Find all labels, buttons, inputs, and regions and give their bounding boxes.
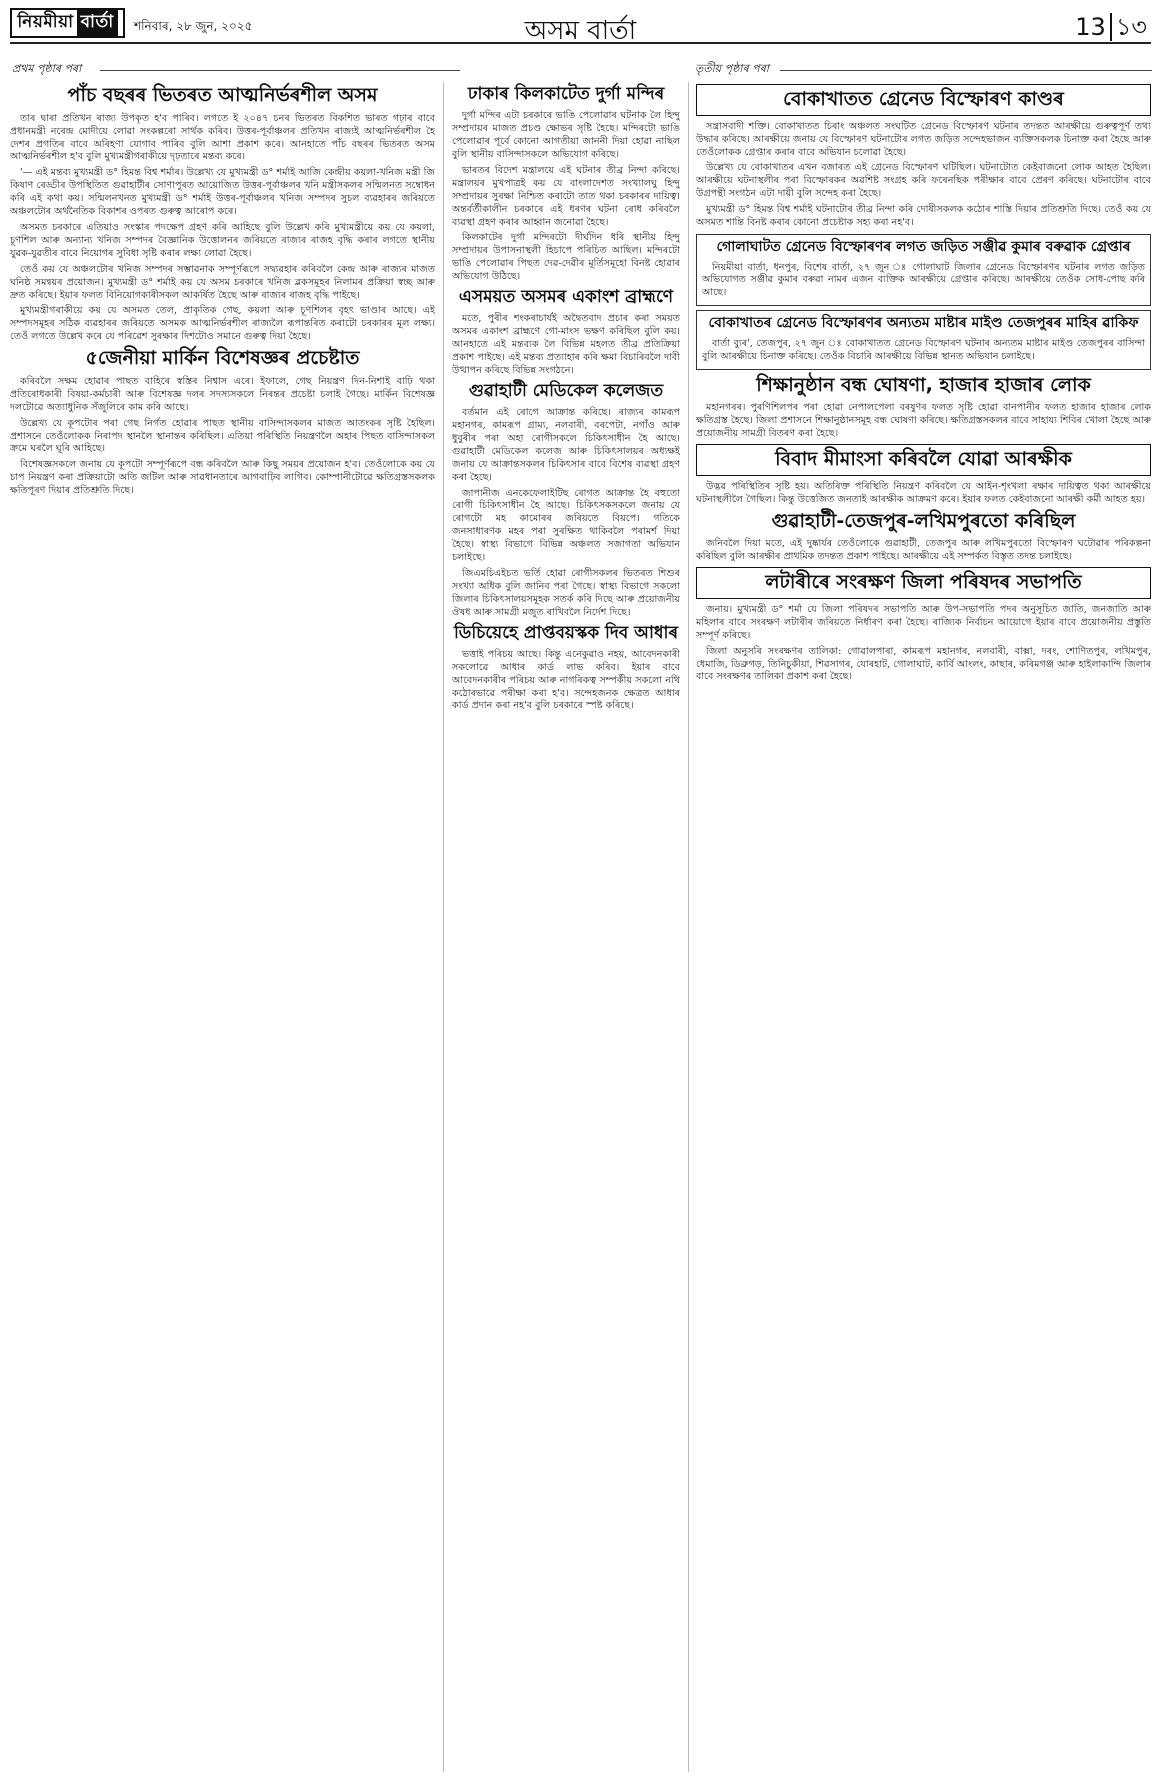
news-box-tezpur [696, 310, 1151, 369]
paragraph: মহানগৰৰ। পুৰণিশিলপৰ পৰা হোৱা নেপালপেলা বৰষুণৰ ফলত সৃষ্টি হোৱা বানপানীৰ ফলত হাজাৰ হাজাৰ লোক ক্ষতিগ্ৰস্ত হৈছে। জিলা প্ৰশাসনে শিক্ষানুষ্ঠানসমূহ বন্ধ ঘোষণা কৰিছে। ক্ষতিগ্ৰস্তসকলৰ বাবে সাহায্য শিবিৰ খোলা হৈছে আৰু প্ৰয়োজনীয় সামগ্ৰী বিতৰণ কৰা হৈছে। [696, 402, 1151, 440]
column-divider [688, 82, 689, 1772]
article-body [452, 110, 680, 284]
article-body [452, 649, 680, 714]
continuation-rule-left [100, 70, 460, 71]
headline-lottery-reservation[interactable]: লটাৰীৰে সংৰক্ষণ জিলা পৰিষদৰ সভাপতি [696, 567, 1151, 599]
paragraph: উল্লেখ্য যে বোকাখাতৰ এখন বজাৰত এই গ্ৰেনেড বিস্ফোৰণ ঘটিছিল। ঘটনাটোত কেইবাজনো লোক আহত হৈছিল। আৰক্ষীয়ে ঘটনাস্থলীৰ পৰা বিস্ফোৰকৰ অৱশিষ্ট সংগ্ৰহ কৰি ফৰেনছিক পৰীক্ষাৰ বাবে প্ৰেৰণ কৰিছে। ঘটনাটোৰ বাবে উগ্ৰপন্থী সংগঠন এটা দায়ী বুলি সন্দেহ কৰা হৈছে। [696, 162, 1151, 200]
paragraph: জিলা অনুসৰি সংৰক্ষণৰ তালিকা: গোৱালপাৰা, কামৰূপ মহানগৰ, নলবাৰী, বাক্সা, দৰং, শোণিতপুৰ, লখিমপুৰ, ধেমাজি, ডিব্ৰুগড়, তিনিচুকীয়া, শিৱসাগৰ, যোৰহাট, গোলাঘাট, কাৰ্বি আংলং, কাছাৰ, কৰিমগঞ্জ আৰু হাইলাকান্দি জিলাৰ বাবে সংৰক্ষণৰ তালিকা প্ৰকাশ কৰা হৈছে। [696, 645, 1151, 683]
paragraph: মুখ্যমন্ত্ৰী ড° হিমন্ত বিশ্ব শৰ্মাই ঘটনাটোৰ তীব্ৰ নিন্দা কৰি দোষীসকলক কঠোৰ শাস্তি দিয়াৰ প্ৰতিশ্ৰুতি দিছে। তেওঁ কয় যে অসমত শান্তি বিনষ্ট কৰাৰ কোনো প্ৰচেষ্টাক সহ্য কৰা নহ'ব। [696, 204, 1151, 229]
article-body [452, 407, 680, 620]
article-body [452, 313, 680, 378]
paragraph: কিলকাটেৰ দুৰ্গা মন্দিৰটো দীৰ্ঘদিন ধৰি স্থানীয় হিন্দু সম্প্ৰদায়ৰ উপাসনাস্থলী হিচাপে পৰিচিত আছিল। মন্দিৰটো ভাঙি পেলোৱাৰ পিছত দেৱ-দেৱীৰ মূৰ্তিসমূহো বিনষ্ট হোৱাৰ অভিযোগ উঠিছে। [452, 232, 680, 283]
article-body [10, 113, 435, 344]
paragraph: উল্লেখ্য যে কূপটোৰ পৰা গেছ নিৰ্গত হোৱাৰ পাছত স্থানীয় বাসিন্দাসকলৰ মাজত আতংকৰ সৃষ্টি হৈছিল। প্ৰশাসনে তেওঁলোকক নিৰাপদ স্থানলৈ স্থানান্তৰ কৰিছিল। এতিয়া পৰিস্থিতি নিয়ন্ত্ৰণলৈ অহাৰ পিছত বাসিন্দাসকল ক্ৰমে ঘৰলৈ ঘূৰি আহিছে। [10, 417, 435, 455]
paragraph: তাৰ দ্বাৰা প্ৰতিখন ৰাজ্য উপকৃত হ'ব পাৰিব। লগতে ই ২০৪৭ চনৰ ভিতৰত বিকশিত ভাৰত গঢ়াৰ বাবে প্ৰধানমন্ত্ৰী নৰেন্দ্ৰ মোদীয়ে লোৱা সংকল্পৰো সাৰ্থক কৰিব। উত্তৰ-পূৰ্বাঞ্চলৰ প্ৰতিখন ৰাজ্যই আত্মনিৰ্ভৰশীল হৈ দেশৰ প্ৰগতিৰ বাবে অৰিহণা যোগাব পাৰিব বুলি আশা প্ৰকাশ কৰে। আনহাতে পাঁচ বছৰৰ ভিতৰত অসম আত্মনিৰ্ভৰশীল হ'ব বুলি মুখ্যমন্ত্ৰীগৰাকীয়ে দৃঢ়তাৰে মন্তব্য কৰে। [10, 112, 435, 163]
page-number-divider [1110, 13, 1112, 41]
page-number-assamese: ১৩ [1115, 13, 1147, 41]
paragraph: উদ্ভৱ পৰিস্থিতিৰ সৃষ্টি হয়। অতিৰিক্ত পৰিস্থিতি নিয়ন্ত্ৰণ কৰিবলৈ যে আইন-শৃংখলা ৰক্ষাৰ দায়িত্বত থকা আৰক্ষীয়ে ঘটনাস্থলীলৈ গৈছিল। কিন্তু উত্তেজিত জনতাই আৰক্ষীক আক্ৰমণ কৰে। ইয়াৰ ফলত কেইবাজনো আৰক্ষী কৰ্মী আহত হয়। [696, 480, 1151, 505]
continuation-label-right: তৃতীয় পৃষ্ঠাৰ পৰা [695, 62, 769, 75]
paragraph: কৰিবলৈ সক্ষম হোৱাৰ পাছত বাহিৰে স্বস্তিৰ নিশ্বাস এৰে। ইফালে, গেছ নিয়ন্ত্ৰণ দিন-নিশাই বাঢ়ি থকা প্ৰতিৰোধকাৰী বিষয়া-কৰ্মচাৰী আৰু বিশেষজ্ঞ দলৰ সদস্যসকলে নিৰন্তৰ প্ৰচেষ্টা চলাই গৈছে। মাৰ্কিন বিশেষজ্ঞ দলটোৱে অত্যাধুনিক সঁজুলিৰে কাম কৰি আছে। [10, 375, 435, 413]
paragraph: জনায়। মুখ্যমন্ত্ৰী ড° শৰ্মা যে জিলা পৰিষদৰ সভাপতি আৰু উপ-সভাপতি পদৰ অনুসূচিত জাতি, জনজাতি আৰু মহিলাৰ বাবে সংৰক্ষণ লটাৰীৰ জৰিয়তে নিৰ্ধাৰণ কৰা হৈছে। ৰাজ্যিক নিৰ্বাচন আয়োগে ইয়াৰ বাবে প্ৰয়োজনীয় প্ৰস্তুতি সম্পূৰ্ণ কৰিছে। [696, 603, 1151, 641]
continuation-label-left: প্ৰথম পৃষ্ঠাৰ পৰা [12, 62, 82, 75]
section-title: অসম বাৰ্তা [524, 16, 637, 46]
paragraph: বৰ্তমান এই ৰোগে আক্ৰান্ত কৰিছে। ৰাজ্যৰ কামৰূপ মহানগৰ, কামৰূপ গ্ৰাম্য, নলবাৰী, বৰপেটা, নগাঁও আৰু ধুবুৰীৰ পৰা অহা ৰোগীসকলে চিকিৎসাধীন হৈ আছে। গুৱাহাটী মেডিকেল কলেজ আৰু চিকিৎসালয়ৰ অধ্যক্ষই জনায় যে আক্ৰান্তসকলৰ চিকিৎসাৰ বাবে বিশেষ ব্যৱস্থা গ্ৰহণ কৰা হৈছে। [452, 407, 680, 483]
article-body [10, 376, 435, 498]
headline-guwahati-tezpur-lakhimpur[interactable]: গুৱাহাটী-তেজপুৰ-লখিমপুৰতো কৰিছিল [771, 509, 1076, 532]
paragraph: জিএমচিএইচত ভৰ্তি হোৱা ৰোগীসকলৰ ভিতৰত শিশুৰ সংখ্যা অধিক বুলি জানিব পৰা গৈছে। স্বাস্থ্য বিভাগে সকলো জিলাৰ চিকিৎসালয়সমূহক সতৰ্ক কৰি দিছে আৰু প্ৰয়োজনীয় ঔষধ আৰু সামগ্ৰী মজুত ৰাখিবলৈ নিৰ্দেশ দিছে। [452, 567, 680, 618]
headline-self-reliant-assam[interactable]: পাঁচ বছৰৰ ভিতৰত আত্মনিৰ্ভৰশীল অসম [67, 84, 378, 106]
news-box-golaghat [696, 234, 1151, 306]
logo-left-text: নিয়মীয়া [17, 12, 74, 32]
article-body [696, 538, 1151, 564]
paragraph: নিয়মীয়া বাৰ্তা, ধনপুৰ, বিশেষ বাৰ্তা, ২৭ জুন ঃ গোলাঘাট জিলাৰ গ্ৰেনেড বিস্ফোৰণৰ ঘটনাৰ লগত জড়িত অভিযোগত সঞ্জীৱ কুমাৰ বৰুৱা নামৰ এজন ব্যক্তিক আৰক্ষীয়ে গ্ৰেপ্তাৰ কৰিছে। আৰক্ষীয়ে তেওঁক সোধ-পোছ কৰি আছে। [702, 261, 1145, 299]
paragraph: জাপানীজ এনকেফেলাইটিছ ৰোগত আক্ৰান্ত হৈ বহুতো ৰোগী চিকিৎসাধীন হৈ আছে। চিকিৎসকসকলে জনায় যে ৰোগটো মহ কামোৰৰ জৰিয়তে বিয়পে। গতিকে জনসাধাৰণক মহৰ পৰা সুৰক্ষিত থাকিবলৈ পৰামৰ্শ দিয়া হৈছে। স্বাস্থ্য বিভাগে বিভিন্ন অঞ্চলত সজাগতা অভিযান চলাইছে। [452, 487, 680, 564]
headline-police-dispute[interactable]: বিবাদ মীমাংসা কৰিবলৈ যোৱা আৰক্ষীক [696, 444, 1151, 476]
paragraph: অসমত চৰকাৰে এতিয়াও সংস্কাৰ পদক্ষেপ গ্ৰহণ কৰি আহিছে বুলি উল্লেখ কৰি মুখ্যমন্ত্ৰীয়ে কয় যে কয়লা, চূণশিল আৰু অন্যান্য খনিজ সম্পদৰ বৈজ্ঞানিক উত্তোলনৰ জৰিয়তে ৰাজ্যৰ ৰাজহ বৃদ্ধি কৰাৰ লগতে স্থানীয় যুৱক-যুৱতীৰ বাবে নিয়োগৰ সুবিধা সৃষ্টি কৰাৰ লক্ষ্য লোৱা হৈছে। [10, 222, 435, 259]
column-right [696, 82, 1151, 1772]
article-body [696, 402, 1151, 441]
headline-durga-temple[interactable]: ঢাকাৰ কিলকাটেত দুৰ্গা মন্দিৰ [467, 84, 665, 104]
headline-brahmins[interactable]: এসময়ত অসমৰ একাংশ ব্ৰাহ্মণে [458, 287, 674, 308]
column-divider [443, 82, 444, 1772]
paragraph: ভাৰতৰ বিদেশ মন্ত্ৰালয়ে এই ঘটনাৰ তীব্ৰ নিন্দা কৰিছে। মন্ত্ৰালয়ৰ মুখপাত্ৰই কয় যে বাংলাদেশত সংখ্যালঘু হিন্দু সম্প্ৰদায়ৰ সুৰক্ষা নিশ্চিত কৰাটো তাত থকা চৰকাৰৰ দায়িত্ব। অন্তৰ্বৰ্তীকালীন চৰকাৰে এই ধৰণৰ ঘটনা ৰোধ কৰিবলৈ ব্যৱস্থা গ্ৰহণ কৰাৰ আহ্বান জনোৱা হৈছে। [452, 164, 680, 228]
paragraph: জনিবলৈ দিয়া মতে, এই দুষ্কাৰ্যৰ তেওঁলোকে গুৱাহাটী, তেজপুৰ আৰু লখিমপুৰতো বিস্ফোৰণ ঘটোৱাৰ পৰিকল্পনা কৰিছিল বুলি আৰক্ষীৰ প্ৰাথমিক তদন্তত প্ৰকাশ পাইছে। আৰক্ষীয়ে এই সম্পৰ্কত বিস্তৃত তদন্ত চলাইছে। [696, 538, 1151, 563]
paragraph: ভত্তাই পৰিচয় আছে। কিন্তু এনেকুৱাও নহয়, আবেদনকাৰী সকলোৱে আধাৰ কাৰ্ড লাভ কৰিব। ইয়াৰ বাবে আবেদনকাৰীৰ পৰিচয় আৰু নাগৰিকত্ব সম্পৰ্কীয় সকলো নথি কঠোৰভাৱে পৰীক্ষা কৰা হ'ব। সন্দেহজনক ক্ষেত্ৰত আধাৰ কাৰ্ড প্ৰদান কৰা নহ'ব বুলি চৰকাৰে স্পষ্ট কৰিছে। [452, 648, 680, 712]
article-body [696, 604, 1151, 684]
column-left [10, 82, 435, 1772]
continuation-rule-right [780, 70, 1152, 71]
date-line: শনিবাৰ, ২৮ জুন, ২০২৫ [134, 19, 253, 33]
headline-gmch[interactable]: গুৱাহাটী মেডিকেল কলেজত [468, 380, 664, 401]
headline-grenade-blast[interactable]: বোকাখাতত গ্ৰেনেড বিস্ফোৰণ কাণ্ডৰ [696, 84, 1151, 116]
paragraph: মতে, পুৰীৰ শংকৰাচাৰ্যই অদ্বৈতবাদ প্ৰচাৰ কৰা সময়ত অসমৰ একাংশ ব্ৰাহ্মণে গো-মাংস ভক্ষণ কৰিছিল বুলি কয়। আনহাতে এই মন্তব্যক লৈ বিভিন্ন মহলত তীব্ৰ প্ৰতিক্ৰিয়া প্ৰকাশ পাইছে। এই মন্তব্য প্ৰত্যাহাৰ কৰি ক্ষমা বিচাৰিবলৈ দাবী উত্থাপন কৰিছে বিভিন্ন সংগঠনে। [452, 313, 680, 376]
article-body [696, 121, 1151, 230]
headline-aadhaar[interactable]: ডিচিয়েহে প্ৰাপ্তবয়স্কক দিব আধাৰ [453, 622, 679, 643]
page-number [1075, 9, 1147, 49]
headline-schools-closed[interactable]: শিক্ষানুষ্ঠান বন্ধ ঘোষণা, হাজাৰ হাজাৰ লোক [756, 373, 1091, 396]
column-middle [452, 82, 680, 1772]
paragraph: মুখ্যমন্ত্ৰীগৰাকীয়ে কয় যে অসমত তেল, প্ৰাকৃতিক গেছ, কয়লা আৰু চূণশিলৰ বৃহৎ ভাণ্ডাৰ আছে। এই সম্পদসমূহৰ সঠিক ব্যৱহাৰৰ জৰিয়তে অসমক আত্মনিৰ্ভৰশীল ৰাজ্যলৈ ৰূপান্তৰিত কৰাটো চৰকাৰৰ মূল লক্ষ্য। তেওঁ লগতে উল্লেখ কৰে যে পৰিৱেশ সুৰক্ষাৰ দিশটোও সমানে গুৰুত্ব দিয়া হৈছে। [10, 305, 435, 343]
box-headline[interactable]: বোকাখাতৰ গ্ৰেনেড বিস্ফোৰণৰ অন্যতম মাষ্টাৰ মাইণ্ড তেজপুৰৰ মাহিৰ ৱাকিফ [708, 315, 1139, 332]
paragraph: বাৰ্তা ব্যুৰ', তেজপুৰ, ২৭ জুন ঃ বোকাখাতত গ্ৰেনেড বিস্ফোৰণ ঘটনাৰ অন্যতম মাষ্টাৰ মাইণ্ড তেজপুৰৰ বাসিন্দা বুলি আৰক্ষীয়ে চিনাক্ত কৰিছে। তেওঁক বিচাৰি আৰক্ষীয়ে বিভিন্ন স্থানত অভিযান চলাইছে। [702, 337, 1145, 362]
paragraph: বিশেষজ্ঞসকলে জনায় যে কূপটো সম্পূৰ্ণৰূপে বন্ধ কৰিবলৈ আৰু কিছু সময়ৰ প্ৰয়োজন হ'ব। তেওঁলোকে কয় যে চাপ নিয়ন্ত্ৰণ কৰা প্ৰক্ৰিয়াটো অতি জটিল আৰু সাৱধানতাৰে আগবাঢ়িব লাগিব। কোম্পানীটোৱে ক্ষতিগ্ৰস্তসকলক ক্ষতিপূৰণ দিয়াৰ প্ৰতিশ্ৰুতি দিছে। [10, 459, 435, 497]
paragraph: তেওঁ কয় যে অঞ্চলটোৰ খনিজ সম্পদৰ সম্ভাৱনাক সম্পূৰ্ণৰূপে সদ্ব্যৱহাৰ কৰিবলৈ কেন্দ্ৰ আৰু ৰাজ্যৰ মাজত ঘনিষ্ঠ সমন্বয়ৰ প্ৰয়োজন। মুখ্যমন্ত্ৰী ড° শৰ্মাই কয় যে অসম চৰকাৰে খনিজ ব্লকসমূহৰ নিলামৰ প্ৰক্ৰিয়া স্বচ্ছ আৰু দ্ৰুত কৰিছে। ইয়াৰ ফলত বিনিয়োগকাৰীসকল আকৰ্ষিত হৈছে আৰু ৰাজ্যৰ ৰাজহ বৃদ্ধি পাইছে। [10, 263, 435, 301]
logo-right-text: বার্তা [77, 9, 118, 37]
paragraph: '— এই মন্তব্য মুখ্যমন্ত্ৰী ড° হিমন্ত বিশ্ব শৰ্মাৰ। উল্লেখ্য যে মুখ্যমন্ত্ৰী ড° শৰ্মাই আজি কেন্দ্ৰীয় কয়লা-খনিজ মন্ত্ৰী জি কিষাণ ৰেড্ডীৰ উপস্থিতিত গুৱাহাটীৰ সোণাপুৰত আয়োজিত উত্তৰ-পূৰ্বাঞ্চলৰ খনি মন্ত্ৰীসকলৰ সন্মিলনত সম্বোধন কৰি এই কথা কয়। সন্মিলনখনত মুখ্যমন্ত্ৰী ড° শৰ্মাই উত্তৰ-পূৰ্বাঞ্চলৰ খনিজ সম্পদৰ সুচল ব্যৱহাৰৰ জৰিয়তে অঞ্চলটোৰ অৰ্থনৈতিক বিকাশৰ ওপৰত গুৰুত্ব আৰোপ কৰে। [10, 167, 435, 218]
headline-us-experts[interactable]: ৫জেনীয়া মাৰ্কিন বিশেষজ্ঞৰ প্ৰচেষ্টাত [85, 347, 360, 370]
paragraph: সন্ত্ৰাসবাদী শক্তি। বোকাখাতত চিৰাং অঞ্চলত সংঘটিত গ্ৰেনেড বিস্ফোৰণ ঘটনাৰ তদন্তত আৰক্ষীয়ে গুৰুত্বপূৰ্ণ তথ্য উদ্ধাৰ কৰিছে। আৰক্ষীয়ে জনায় যে বিস্ফোৰণ ঘটনাটোৰ লগত জড়িত সন্দেহভাজন ব্যক্তিসকলক চিনাক্ত কৰা হৈছে আৰু তেওঁলোকক গ্ৰেপ্তাৰ কৰাৰ বাবে অভিযান চলোৱা হৈছে। [696, 120, 1151, 158]
masthead [10, 6, 1151, 44]
box-headline[interactable]: গোলাঘাটত গ্ৰেনেড বিস্ফোৰণৰ লগত জড়িত সঞ্জীৱ কুমাৰ বৰুৱাক গ্ৰেপ্তাৰ [716, 239, 1131, 255]
paragraph: দুৰ্গা মন্দিৰ এটা চৰকাৰে ভাঙি পেলোৱাৰ ঘটনাক লৈ হিন্দু সম্প্ৰদায়ৰ মাজত প্ৰচণ্ড ক্ষোভৰ সৃষ্টি হৈছে। মন্দিৰটো ভাঙি পেলোৱাৰ পূৰ্বে কোনো আগতীয়া জাননী দিয়া হোৱা নাছিল বুলি স্থানীয় বাসিন্দাসকলে অভিযোগ কৰিছে। [452, 110, 680, 160]
page-number-latin: 13 [1075, 13, 1106, 41]
article-body [696, 481, 1151, 507]
